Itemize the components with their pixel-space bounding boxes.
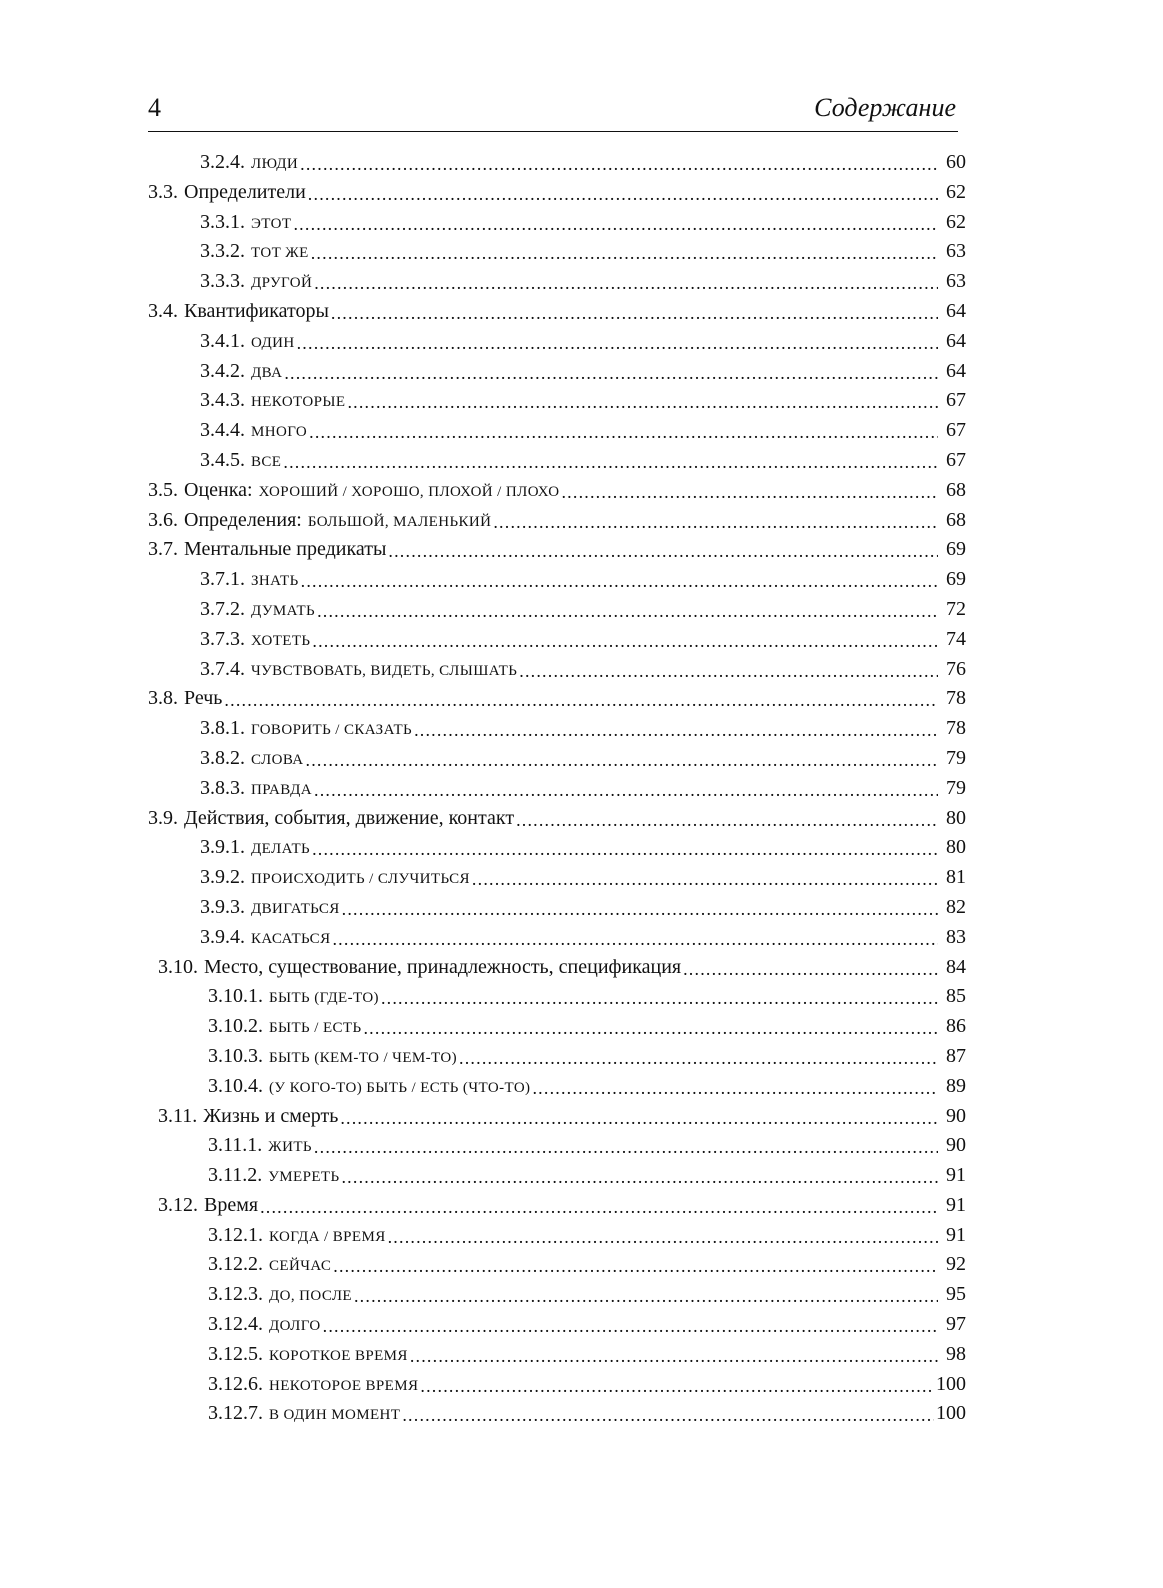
toc-entry[interactable] [148, 1221, 966, 1251]
toc-entry-title: НЕКОТОРОЕ ВРЕМЯ [269, 1377, 419, 1394]
dot-leader [312, 627, 938, 649]
dot-leader [309, 418, 938, 440]
toc-entry-page: 76 [946, 657, 966, 680]
toc-entry-page: 78 [946, 687, 966, 710]
toc-entry-number: 3.3. [148, 180, 178, 203]
toc-entry-page: 69 [946, 568, 966, 591]
toc-entry-number: 3.9. [148, 806, 178, 829]
toc-entry-title: ДУМАТЬ [251, 602, 316, 619]
dot-leader [323, 1312, 938, 1334]
toc-entry-page: 80 [946, 836, 966, 859]
dot-leader [532, 1074, 938, 1096]
toc-entry-subtitle: ХОРОШИЙ / ХОРОШО, ПЛОХОЙ / ПЛОХО [258, 483, 560, 500]
toc-entry-title: БЫТЬ / ЕСТЬ [269, 1020, 362, 1037]
dot-leader [341, 1163, 938, 1185]
toc-entry-number: 3.8.1. [200, 717, 245, 740]
dot-leader [472, 865, 938, 887]
dot-leader [516, 806, 938, 828]
toc-entry-page: 72 [946, 597, 966, 620]
toc-entry-number: 3.4.3. [200, 389, 245, 412]
toc-entry-title: (У КОГО-ТО) БЫТЬ / ЕСТЬ (ЧТО-ТО) [269, 1079, 531, 1096]
toc-entry-page: 64 [946, 329, 966, 352]
toc-entry-number: 3.12. [158, 1193, 198, 1216]
toc-entry[interactable] [148, 1191, 966, 1221]
toc-entry-title: ПРОИСХОДИТЬ / СЛУЧИТЬСЯ [251, 871, 470, 888]
toc-entry-page: 81 [946, 866, 966, 889]
dot-leader [683, 955, 938, 977]
toc-entry-number: 3.7.3. [200, 627, 245, 650]
toc-entry-number: 3.3.3. [200, 270, 245, 293]
toc-entry-page: 90 [946, 1134, 966, 1157]
toc-entry-title: БЫТЬ (КЕМ-ТО / ЧЕМ-ТО) [269, 1049, 458, 1066]
dot-leader [314, 776, 938, 798]
toc-entry[interactable] [148, 684, 966, 714]
toc-entry-title: ТОТ ЖЕ [251, 245, 309, 262]
toc-entry-title: Квантификаторы [184, 299, 329, 322]
toc-entry-page: 90 [946, 1104, 966, 1127]
toc-entry-title: УМЕРЕТЬ [268, 1169, 340, 1186]
dot-leader [331, 299, 938, 321]
toc-entry[interactable] [148, 1310, 966, 1340]
toc-entry[interactable] [148, 1042, 966, 1072]
toc-entry-number: 3.12.4. [208, 1313, 263, 1336]
header-rule [148, 131, 958, 132]
dot-leader [283, 448, 938, 470]
toc-entry[interactable] [148, 804, 966, 834]
toc-entry[interactable] [148, 237, 966, 267]
toc-entry-page: 92 [946, 1253, 966, 1276]
toc-entry[interactable] [148, 386, 966, 416]
toc-entry[interactable] [148, 416, 966, 446]
toc-entry-title: СЕЙЧАС [269, 1258, 332, 1275]
toc-entry-title: НЕКОТОРЫЕ [251, 394, 346, 411]
toc-entry[interactable] [148, 714, 966, 744]
dot-leader [354, 1282, 938, 1304]
toc-entry[interactable] [148, 148, 966, 178]
toc-entry-number: 3.10.3. [208, 1044, 263, 1067]
toc-entry-title: ЖИТЬ [268, 1139, 312, 1156]
dot-leader [459, 1044, 938, 1066]
toc-entry-number: 3.3.2. [200, 240, 245, 263]
toc-entry-page: 91 [946, 1193, 966, 1216]
page-number: 4 [148, 93, 161, 122]
toc-entry-number: 3.12.6. [208, 1372, 263, 1395]
toc-entry[interactable] [148, 178, 966, 208]
toc-entry-number: 3.5. [148, 478, 178, 501]
toc-entry[interactable] [148, 1102, 966, 1132]
dot-leader [332, 925, 938, 947]
toc-entry-title: ЗНАТЬ [251, 573, 299, 590]
toc-entry-title: В ОДИН МОМЕНТ [269, 1407, 401, 1424]
toc-entry-number: 3.7.2. [200, 597, 245, 620]
toc-entry[interactable] [148, 1399, 966, 1429]
toc-entry-number: 3.6. [148, 508, 178, 531]
toc-entry-number: 3.3.1. [200, 210, 245, 233]
toc-entry-page: 69 [946, 538, 966, 561]
toc-entry-number: 3.10. [158, 955, 198, 978]
toc-entry-number: 3.9.1. [200, 836, 245, 859]
dot-leader [317, 597, 938, 619]
toc-entry[interactable] [148, 1340, 966, 1370]
toc-entry-number: 3.12.5. [208, 1342, 263, 1365]
dot-leader [493, 508, 938, 530]
toc-entry-title: КАСАТЬСЯ [251, 930, 331, 947]
toc-entry-page: 98 [946, 1342, 966, 1365]
toc-entry-title: СЛОВА [251, 751, 304, 768]
toc-entry-title: ОДИН [251, 334, 295, 351]
dot-leader [388, 537, 938, 559]
toc-entry-page: 64 [946, 359, 966, 382]
toc-entry-title: Речь [184, 687, 223, 710]
toc-entry-title: МНОГО [251, 424, 308, 441]
toc-entry-page: 80 [946, 806, 966, 829]
toc-entry-page: 95 [946, 1283, 966, 1306]
toc-entry[interactable] [148, 1012, 966, 1042]
toc-entry[interactable] [148, 297, 966, 327]
table-of-contents [148, 148, 966, 1429]
toc-entry-page: 67 [946, 448, 966, 471]
toc-entry[interactable] [148, 267, 966, 297]
toc-entry-number: 3.11. [158, 1104, 198, 1127]
running-title: Содержание [814, 93, 956, 122]
toc-entry-page: 100 [936, 1372, 966, 1395]
toc-entry-number: 3.8. [148, 687, 178, 710]
toc-entry[interactable] [148, 953, 966, 983]
toc-entry-subtitle: БОЛЬШОЙ, МАЛЕНЬКИЙ [307, 513, 492, 530]
dot-leader [410, 1342, 938, 1364]
toc-entry[interactable] [148, 744, 966, 774]
toc-entry[interactable] [148, 595, 966, 625]
toc-entry-number: 3.4.2. [200, 359, 245, 382]
toc-entry[interactable] [148, 208, 966, 238]
toc-entry-page: 91 [946, 1164, 966, 1187]
toc-entry-number: 3.11.1. [208, 1134, 263, 1157]
dot-leader [312, 835, 938, 857]
page-header [148, 93, 956, 131]
toc-entry-number: 3.8.3. [200, 776, 245, 799]
toc-entry-number: 3.12.1. [208, 1223, 263, 1246]
toc-entry-number: 3.11.2. [208, 1164, 263, 1187]
dot-leader [284, 359, 938, 381]
toc-entry[interactable] [148, 982, 966, 1012]
toc-entry-page: 63 [946, 270, 966, 293]
toc-entry-page: 87 [946, 1044, 966, 1067]
toc-entry-page: 63 [946, 240, 966, 263]
toc-entry[interactable] [148, 1280, 966, 1310]
toc-entry[interactable] [148, 1131, 966, 1161]
dot-leader [420, 1372, 934, 1394]
toc-entry-number: 3.12.3. [208, 1283, 263, 1306]
toc-entry[interactable] [148, 1072, 966, 1102]
toc-entry-page: 84 [946, 955, 966, 978]
toc-entry[interactable] [148, 565, 966, 595]
dot-leader [297, 329, 938, 351]
dot-leader [301, 567, 938, 589]
toc-entry[interactable] [148, 923, 966, 953]
toc-entry-title: КОРОТКОЕ ВРЕМЯ [269, 1347, 408, 1364]
toc-entry-number: 3.4.5. [200, 448, 245, 471]
dot-leader [293, 210, 938, 232]
toc-entry-page: 97 [946, 1313, 966, 1336]
toc-entry[interactable] [148, 1250, 966, 1280]
toc-entry-page: 62 [946, 180, 966, 203]
toc-entry-number: 3.10.1. [208, 985, 263, 1008]
toc-entry[interactable] [148, 476, 966, 506]
dot-leader [224, 686, 938, 708]
toc-entry[interactable] [148, 863, 966, 893]
toc-entry-title: ГОВОРИТЬ / СКАЗАТЬ [251, 722, 413, 739]
dot-leader [363, 1014, 938, 1036]
dot-leader [260, 1193, 938, 1215]
toc-entry-page: 79 [946, 776, 966, 799]
toc-entry-number: 3.12.7. [208, 1402, 263, 1425]
toc-entry-title: Оценка: [184, 478, 253, 501]
toc-entry-title: Определители [184, 180, 306, 203]
dot-leader [347, 388, 938, 410]
toc-entry-page: 86 [946, 1015, 966, 1038]
toc-entry-title: Ментальные предикаты [184, 538, 387, 561]
toc-entry-page: 67 [946, 389, 966, 412]
toc-entry-title: ДО, ПОСЛЕ [269, 1288, 352, 1305]
toc-entry-title: ДЕЛАТЬ [251, 841, 311, 858]
toc-entry[interactable] [148, 535, 966, 565]
toc-entry[interactable] [148, 357, 966, 387]
toc-entry[interactable] [148, 1370, 966, 1400]
dot-leader [342, 895, 938, 917]
toc-entry-page: 64 [946, 299, 966, 322]
dot-leader [388, 1223, 938, 1245]
toc-entry-title: ЭТОТ [251, 215, 292, 232]
dot-leader [414, 716, 938, 738]
toc-entry-page: 67 [946, 419, 966, 442]
toc-entry-title: ДРУГОЙ [251, 275, 313, 292]
dot-leader [381, 984, 938, 1006]
toc-entry[interactable] [148, 1161, 966, 1191]
toc-entry-number: 3.9.2. [200, 866, 245, 889]
toc-entry-page: 91 [946, 1223, 966, 1246]
toc-entry-number: 3.9.3. [200, 895, 245, 918]
toc-entry-page: 60 [946, 151, 966, 173]
toc-entry-title: Место, существование, принадлежность, спецификация [204, 955, 682, 978]
dot-leader [340, 1104, 938, 1126]
toc-entry-title: Действия, события, движение, контакт [184, 806, 515, 829]
toc-entry[interactable] [148, 655, 966, 685]
dot-leader [300, 150, 938, 172]
toc-entry-title: ДОЛГО [269, 1318, 321, 1335]
toc-entry-page: 74 [946, 627, 966, 650]
dot-leader [519, 657, 938, 679]
toc-entry-title: ВСЕ [251, 453, 282, 470]
toc-entry-title: ДВИГАТЬСЯ [251, 900, 340, 917]
toc-entry-page: 78 [946, 717, 966, 740]
toc-entry-title: Время [204, 1193, 259, 1216]
dot-leader [311, 239, 938, 261]
dot-leader [402, 1401, 934, 1423]
dot-leader [308, 180, 938, 202]
toc-entry-number: 3.4. [148, 299, 178, 322]
toc-entry-number: 3.9.4. [200, 925, 245, 948]
toc-entry-page: 85 [946, 985, 966, 1008]
toc-entry[interactable] [148, 327, 966, 357]
toc-entry-number: 3.8.2. [200, 746, 245, 769]
dot-leader [333, 1252, 938, 1274]
toc-entry-number: 3.7. [148, 538, 178, 561]
toc-entry-title: Определения: [184, 508, 302, 531]
toc-entry-title: ЧУВСТВОВАТЬ, ВИДЕТЬ, СЛЫШАТЬ [251, 662, 518, 679]
toc-entry-number: 3.7.4. [200, 657, 245, 680]
toc-entry-number: 3.4.4. [200, 419, 245, 442]
toc-entry-title: Жизнь и смерть [203, 1104, 339, 1127]
toc-entry-title: ДВА [251, 364, 283, 381]
toc-entry-title: КОГДА / ВРЕМЯ [269, 1228, 386, 1245]
toc-entry-page: 89 [946, 1074, 966, 1097]
dot-leader [306, 746, 938, 768]
toc-entry-number: 3.4.1. [200, 329, 245, 352]
toc-entry-number: 3.2.4. [200, 151, 245, 173]
toc-entry[interactable] [148, 506, 966, 536]
toc-entry-number: 3.12.2. [208, 1253, 263, 1276]
dot-leader [314, 1133, 938, 1155]
toc-entry-title: ЛЮДИ [251, 156, 299, 172]
toc-entry-page: 100 [936, 1402, 966, 1425]
toc-entry[interactable] [148, 625, 966, 655]
toc-entry-number: 3.10.4. [208, 1074, 263, 1097]
toc-entry-title: ПРАВДА [251, 781, 312, 798]
toc-entry[interactable] [148, 774, 966, 804]
dot-leader [561, 478, 938, 500]
toc-entry-title: ХОТЕТЬ [251, 632, 311, 649]
toc-entry-number: 3.10.2. [208, 1015, 263, 1038]
dot-leader [314, 269, 938, 291]
toc-entry-page: 62 [946, 210, 966, 233]
toc-entry-page: 68 [946, 508, 966, 531]
toc-entry-page: 68 [946, 478, 966, 501]
toc-entry[interactable] [148, 833, 966, 863]
toc-entry[interactable] [148, 446, 966, 476]
toc-entry-page: 83 [946, 925, 966, 948]
toc-entry-page: 79 [946, 746, 966, 769]
toc-entry-title: БЫТЬ (ГДЕ-ТО) [269, 990, 379, 1007]
toc-entry[interactable] [148, 893, 966, 923]
toc-entry-number: 3.7.1. [200, 568, 245, 591]
toc-entry-page: 82 [946, 895, 966, 918]
